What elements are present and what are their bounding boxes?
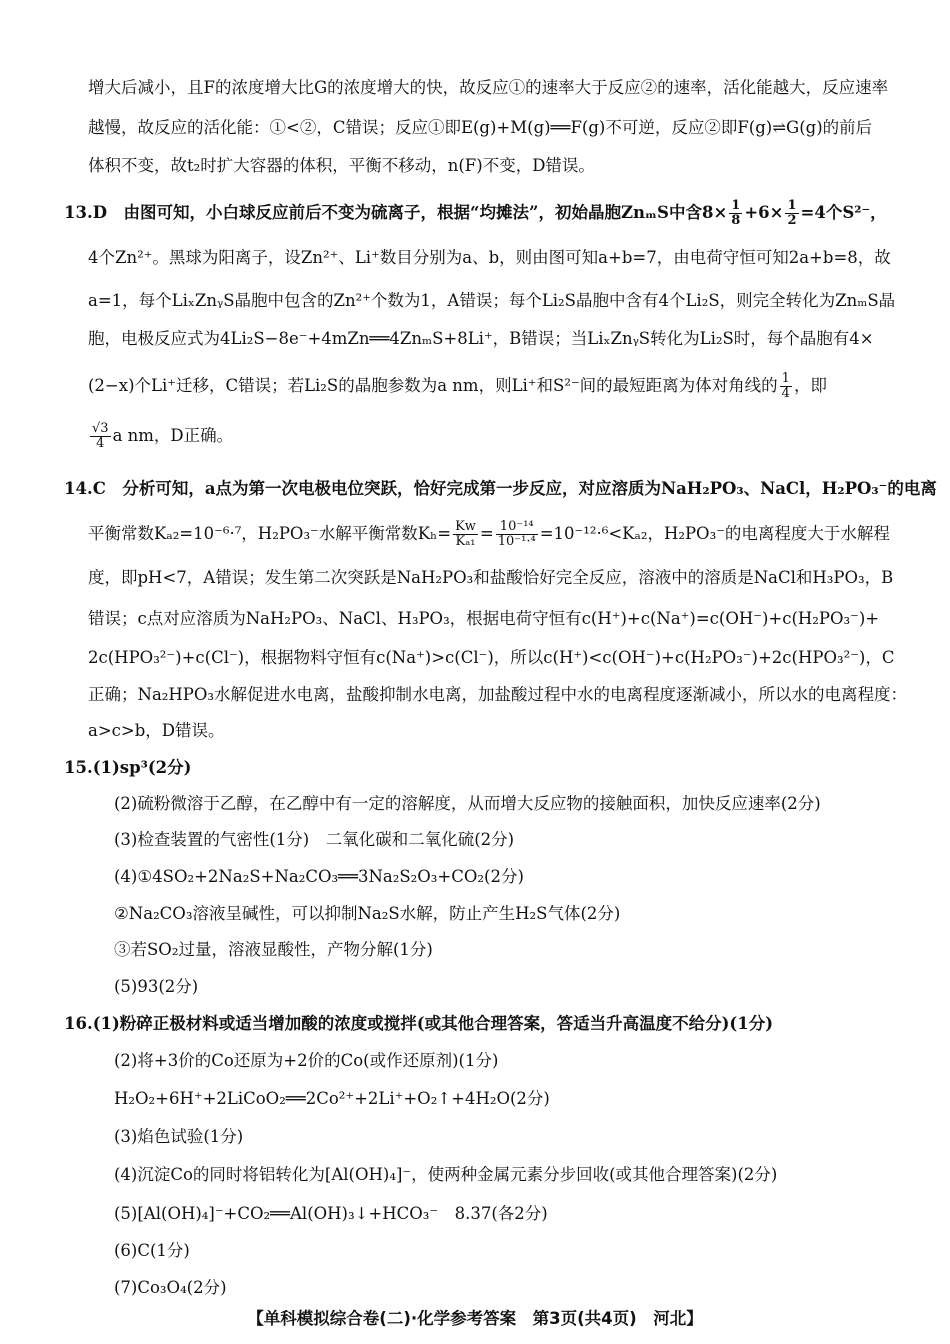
text-line: a>c>b，D错误。	[88, 721, 225, 740]
text-line: 胞，电极反应式为4Li₂S−8e⁻+4mZn══4ZnₘS+8Li⁺，B错误；当LiₓZnᵧS转化为Li₂S时，每个晶胞有4×	[88, 329, 874, 348]
text-line-kh: 平衡常数Kₐ₂=10⁻⁶·⁷，H₂PO₃⁻水解平衡常数Kₕ= $\frac{Kw}{\text{Kₐ₁}}$ = $\frac{\text{10⁻¹⁴}}{\text{10⁻¹·⁴}}$ =10⁻¹²·⁶<Kₐ₂，H₂PO₃⁻的电离程度大于水解程	[88, 519, 890, 549]
text-line: (5)93(2分)	[114, 977, 199, 996]
text-line: (3)检查装置的气密性(1分) 二氧化碳和二氧化硫(2分)	[114, 830, 515, 849]
text-line: 越慢，故反应的活化能：①<②，C错误；反应①即E(g)+M(g)══F(g)不可逆，反应②即F(g)⇌G(g)的前后	[88, 118, 873, 137]
text-line: 增大后减小，且F的浓度增大比G的浓度增大的快，故反应①的速率大于反应②的速率，活化能越大，反应速率	[88, 78, 889, 97]
q13-text: 13.D 由图可知，小白球反应前后不变为硫离子，根据“均摊法”，初始晶胞ZnₘS中含8×	[64, 203, 728, 222]
fraction-kw-ka1: $\frac{Kw}{\text{Kₐ₁}}$	[455, 519, 476, 549]
text-line: 正确；Na₂HPO₃水解促进水电离，盐酸抑制水电离，加盐酸过程中水的电离程度逐渐减小，所以水的电离程度：	[88, 685, 908, 704]
text-line: ③若SO₂过量，溶液显酸性，产物分解(1分)	[114, 940, 433, 959]
text-line: (5)[Al(OH)₄]⁻+CO₂══Al(OH)₃↓+HCO₃⁻ 8.37(各2分)	[114, 1204, 548, 1223]
page-footer: 【单科模拟综合卷(二)·化学参考答案 第3页(共4页) 河北】	[247, 1309, 703, 1328]
q14-first-line: 14.C 分析可知，a点为第一次电极电位突跃，恰好完成第一步反应，对应溶质为NaH₂PO₃、NaCl，H₂PO₃⁻的电离	[64, 479, 937, 498]
text-line: (4)①4SO₂+2Na₂S+Na₂CO₃══3Na₂S₂O₃+CO₂(2分)	[114, 867, 524, 886]
q15-first-line: 15.(1)sp³(2分)	[64, 758, 192, 777]
fraction-1-2: $\frac{1}{2}$	[787, 198, 797, 228]
text-line-diagonal: (2−x)个Li⁺迁移，C错误；若Li₂S的晶胞参数为a nm，则Li⁺和S²⁻间的最短距离为体对角线的 $\frac{1}{4}$ ，即	[88, 371, 827, 401]
q16-first-line: 16.(1)粉碎正极材料或适当增加酸的浓度或搅拌(或其他合理答案，答适当升高温度不给分)(1分)	[64, 1014, 774, 1033]
text-line: (6)C(1分)	[114, 1241, 190, 1260]
text-line: ②Na₂CO₃溶液呈碱性，可以抑制Na₂S水解，防止产生H₂S气体(2分)	[114, 904, 621, 923]
text-line: (3)焰色试验(1分)	[114, 1127, 244, 1146]
text-line: 错误；c点对应溶质为NaH₂PO₃、NaCl、H₃PO₃，根据电荷守恒有c(H⁺)+c(Na⁺)=c(OH⁻)+c(H₂PO₃⁻)+	[88, 609, 880, 628]
text-line: 4个Zn²⁺。黑球为阳离子，设Zn²⁺、Li⁺数目分别为a、b，则由图可知a+b=7，由电荷守恒可知2a+b=8，故	[88, 248, 891, 267]
text-line: a=1，每个LiₓZnᵧS晶胞中包含的Zn²⁺个数为1，A错误；每个Li₂S晶胞中含有4个Li₂S，则完全转化为ZnₘS晶	[88, 291, 896, 310]
fraction-1-8: $\frac{1}{8}$	[731, 198, 741, 228]
fraction-1-4: $\frac{1}{4}$	[781, 371, 790, 401]
text-line: H₂O₂+6H⁺+2LiCoO₂══2Co²⁺+2Li⁺+O₂↑+4H₂O(2分)	[114, 1089, 550, 1108]
text-line: 体积不变，故t₂时扩大容器的体积，平衡不移动，n(F)不变，D错误。	[88, 156, 595, 175]
q13-first-line: 13.D 由图可知，小白球反应前后不变为硫离子，根据“均摊法”，初始晶胞ZnₘS中含8× $\frac{1}{8}$ +6× $\frac{1}{2}$ =4个S²⁻，	[64, 198, 887, 228]
text-line: (2)将+3价的Co还原为+2价的Co(或作还原剂)(1分)	[114, 1051, 499, 1070]
text-line-sqrt3: $\frac{√3}{4}$ a nm，D正确。	[92, 421, 234, 451]
text-line: (2)硫粉微溶于乙醇，在乙醇中有一定的溶解度，从而增大反应物的接触面积，加快反应速率(2分)	[114, 794, 821, 813]
fraction-sqrt3-4: $\frac{√3}{4}$	[92, 421, 109, 451]
fraction-powers: $\frac{\text{10⁻¹⁴}}{\text{10⁻¹·⁴}}$	[497, 519, 536, 549]
text-line: 度，即pH<7，A错误；发生第二次突跃是NaH₂PO₃和盐酸恰好完全反应，溶液中的溶质是NaCl和H₃PO₃，B	[88, 568, 894, 587]
text-line: 2c(HPO₃²⁻)+c(Cl⁻)，根据物料守恒有c(Na⁺)>c(Cl⁻)，所以c(H⁺)<c(OH⁻)+c(H₂PO₃⁻)+2c(HPO₃²⁻)，C	[88, 648, 895, 667]
text-line: (7)Co₃O₄(2分)	[114, 1278, 227, 1297]
text-line: (4)沉淀Co的同时将铝转化为[Al(OH)₄]⁻，使两种金属元素分步回收(或其他合理答案)(2分)	[114, 1165, 778, 1184]
